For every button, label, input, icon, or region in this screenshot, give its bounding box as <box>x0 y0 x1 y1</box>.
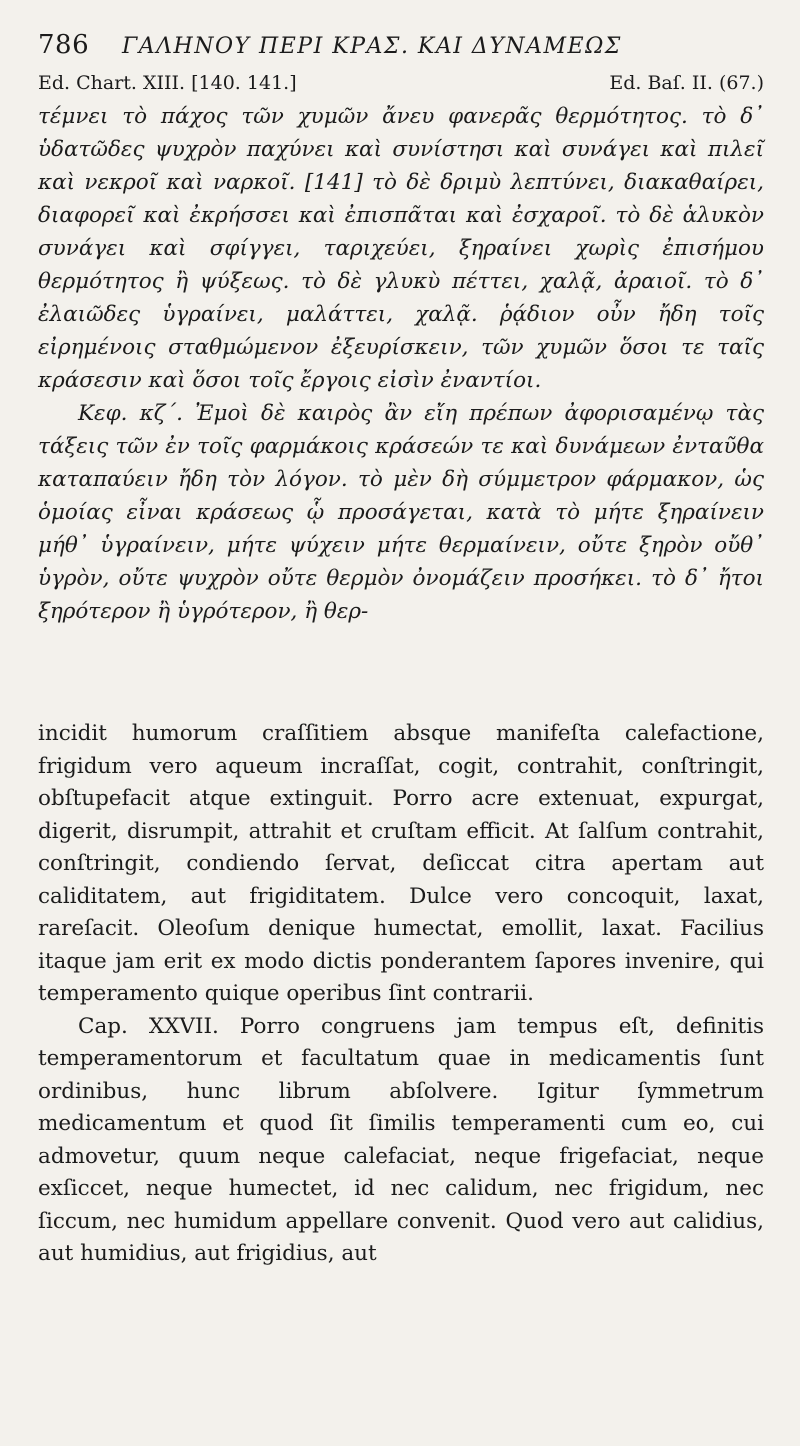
greek-text-block <box>38 100 764 628</box>
greek-paragraph: Κεφ. κζ΄. Ἐμοὶ δὲ καιρὸς ἂν εἴη πρέπων ἀφορισαμένῳ τὰς τάξεις τῶν ἐν τοῖς φαρμάκοις κράσεών τε καὶ δυνάμεων ἐνταῦθα καταπαύειν ἤδη τὸν λόγον. τὸ μὲν δὴ σύμμετρον φάρμακον, ὡς ὁμοίας εἶναι κράσεως ᾧ προσάγεται, κατὰ τὸ μήτε ξηραίνειν μήθ᾽ ὑγραίνειν, μήτε ψύχειν μήτε θερμαίνειν, οὔτε ξηρὸν οὔθ᾽ ὑγρὸν, οὔτε ψυχρὸν οὔτε θερμὸν ὀνομάζειν προσήκει. τὸ δ᾽ ἤτοι ξηρότερον ἢ ὑγρότερον, ἢ θερ- <box>38 401 764 624</box>
latin-paragraph: incidit humorum craſſitiem absque manifeſta calefactione, frigidum vero aqueum incraſſat, cogit, contrahit, conſtringit, obſtupefacit atque extinguit. Porro acre extenuat, expurgat, digerit, disrumpit, attrahit et cruſtam efficit. At ſalſum contrahit, conſtringit, condiendo ſervat, deſiccat citra apertam aut caliditatem, aut frigiditatem. Dulce vero concoquit, laxat, rareſacit. Oleoſum denique humectat, emollit, laxat. Facilius itaque jam erit ex modo dictis ponderantem ſapores invenire, qui temperamento quique operibus ſint contrarii. <box>38 721 764 1006</box>
edition-reference-line <box>38 72 764 100</box>
greek-paragraph: τέμνει τὸ πάχος τῶν χυμῶν ἄνευ φανερᾶς θερμότητος. τὸ δ᾽ ὑδατῶδες ψυχρὸν παχύνει καὶ συνίστησι καὶ συνάγει καὶ πιλεῖ καὶ νεκροῖ καὶ ναρκοῖ. [141] τὸ δὲ δριμὺ λεπτύνει, διακαθαίρει, διαφορεῖ καὶ ἐκρήσσει καὶ ἐπισπᾶται καὶ ἐσχαροῖ. τὸ δὲ ἁλυκὸν συνάγει καὶ σφίγγει, ταριχεύει, ξηραίνει χωρὶς ἐπισήμου θερμότητος ἢ ψύξεως. τὸ δὲ γλυκὺ πέττει, χαλᾷ, ἀραιοῖ. τὸ δ᾽ ἐλαιῶδες ὑγραίνει, μαλάττει, χαλᾷ. ῥᾴδιον οὖν ἤδη τοῖς εἰρημένοις σταθμώμενον ἐξευρίσκειν, τῶν χυμῶν ὅσοι τε ταῖς κράσεσιν καὶ ὅσοι τοῖς ἔργοις εἰσὶν ἐναντίοι. <box>38 104 764 393</box>
edition-basel-reference: Ed. Baſ. II. (67.) <box>609 72 764 94</box>
latin-text-block <box>38 718 764 1271</box>
column-separator-space <box>38 628 764 718</box>
running-title: ΓΑΛΗΝΟΥ ΠΕΡΙ ΚΡΑΣ. ΚΑΙ ΔΥΝΑΜΕΩΣ <box>122 34 622 59</box>
edition-chartier-reference: Ed. Chart. XIII. [140. 141.] <box>38 72 297 94</box>
latin-paragraph: Cap. XXVII. Porro congruens jam tempus eſt, definitis temperamentorum et facultatum quae in medicamentis ſunt ordinibus, hunc librum abſolvere. Igitur ſymmetrum medicamentum et quod ſit ſimilis temperamenti cum eo, cui admovetur, quum neque calefaciat, neque frigefaciat, neque exſiccet, neque humectet, id nec calidum, nec frigidum, nec ſiccum, nec humidum appellare convenit. Quod vero aut calidius, aut humidius, aut frigidius, aut <box>38 1013 764 1266</box>
page-header <box>38 30 764 68</box>
page-number: 786 <box>38 30 90 60</box>
